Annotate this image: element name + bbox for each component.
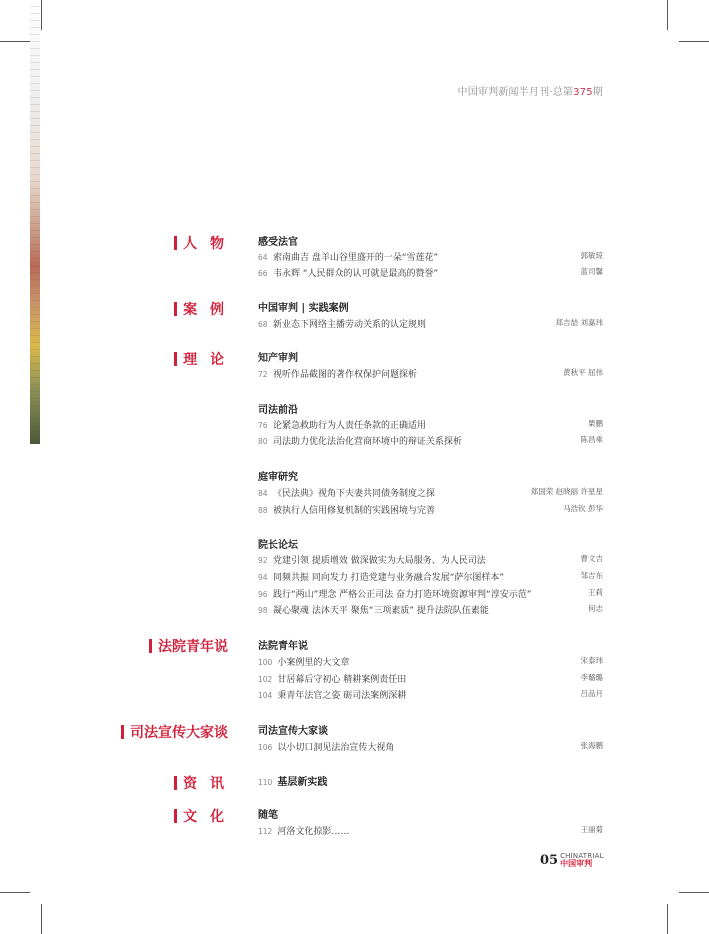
page-number: 05 bbox=[540, 853, 559, 868]
section-title: 院长论坛 bbox=[258, 540, 298, 551]
toc-entry[interactable]: 96 践行“两山”理念 严格公正司法 奋力打造环境资源审判“淳安示范” 王莉 bbox=[258, 588, 603, 600]
crop-mark bbox=[41, 904, 42, 934]
crop-mark bbox=[679, 892, 709, 893]
category-theory: 理 论 bbox=[174, 349, 228, 369]
category-culture: 文 化 bbox=[174, 806, 228, 826]
decorative-photo-strip bbox=[30, 0, 40, 444]
crop-mark bbox=[0, 892, 30, 893]
crop-mark bbox=[679, 41, 709, 42]
toc-entry[interactable]: 94 同频共振 同向发力 打造党建与业务融合发展“萨尔图样本” 邹吉东 bbox=[258, 571, 603, 583]
category-news: 资 讯 bbox=[174, 773, 228, 793]
running-header: 中国审判新闻半月刊·总第375期 bbox=[457, 87, 603, 98]
toc-entry[interactable]: 88 被执行人信用修复机制的实践困境与完善 马浩钦 彭华 bbox=[258, 504, 603, 516]
section-title: 知产审判 bbox=[258, 353, 298, 364]
crop-mark bbox=[41, 0, 42, 30]
toc-entry[interactable]: 84 《民法典》视角下夫妻共同债务制度之探 郑国荣 赵晓丽 许星星 bbox=[258, 487, 603, 499]
section-title: 中国审判 | 实践案例 bbox=[258, 303, 349, 314]
magazine-logo: CHINATRIAL 中国审判 bbox=[560, 852, 604, 868]
crop-mark bbox=[667, 0, 668, 30]
toc-entry[interactable]: 66 韦永辉 “人民群众的认可就是最高的赞誉” 蓝司馨 bbox=[258, 267, 603, 279]
page-footer bbox=[540, 853, 604, 868]
category-cases: 案 例 bbox=[174, 299, 228, 319]
toc-entry[interactable]: 106 以小切口洞见法治宣传大视角 张海鹏 bbox=[258, 741, 603, 753]
toc-entry[interactable]: 64 索南曲吉 盘羊山谷里盛开的一朵“雪莲花” 郭敏琼 bbox=[258, 251, 603, 263]
toc-entry[interactable]: 76 论紧急救助行为人责任条款的正确适用 栗鹏 bbox=[258, 419, 603, 431]
crop-mark bbox=[0, 41, 30, 42]
crop-mark bbox=[667, 904, 668, 934]
toc-entry[interactable]: 100 小案例里的大文章 宋泰玮 bbox=[258, 656, 603, 668]
section-title: 司法宣传大家谈 bbox=[258, 726, 328, 737]
toc-entry[interactable]: 98 凝心聚魂 法沐天平 聚焦“三项素质” 提升法院队伍素能 何志 bbox=[258, 604, 603, 616]
category-people: 人 物 bbox=[174, 233, 228, 253]
section-title: 司法前沿 bbox=[258, 405, 298, 416]
category-youth-talk: 法院青年说 bbox=[149, 636, 228, 656]
toc-entry[interactable]: 104 秉青年法官之姿 砺司法案例深耕 吕品月 bbox=[258, 689, 603, 701]
toc-entry[interactable]: 80 司法助力优化法治化营商环境中的辩证关系探析 陈昌乘 bbox=[258, 435, 603, 447]
toc-entry[interactable]: 68 新业态下网络主播劳动关系的认定规则 郑吉喆 刘嘉玮 bbox=[258, 318, 603, 330]
toc-entry[interactable]: 92 党建引领 提质增效 做深做实为大局服务、为人民司法 曹文吉 bbox=[258, 554, 603, 566]
section-title: 法院青年说 bbox=[258, 641, 308, 652]
toc-entry[interactable]: 112 河洛文化掠影…… 王丽菊 bbox=[258, 825, 603, 837]
toc-entry[interactable]: 72 视听作品截图的著作权保护问题探析 黄秋平 屈伟 bbox=[258, 368, 603, 380]
toc-entry[interactable]: 102 甘居幕后守初心 精耕案例责任田 李璐璐 bbox=[258, 673, 603, 685]
category-publicity-talk: 司法宣传大家谈 bbox=[121, 722, 228, 742]
toc-entry[interactable]: 110 基层新实践 bbox=[258, 777, 328, 788]
section-title: 庭审研究 bbox=[258, 472, 298, 483]
section-title: 随笔 bbox=[258, 810, 278, 821]
section-title: 感受法官 bbox=[258, 237, 298, 248]
